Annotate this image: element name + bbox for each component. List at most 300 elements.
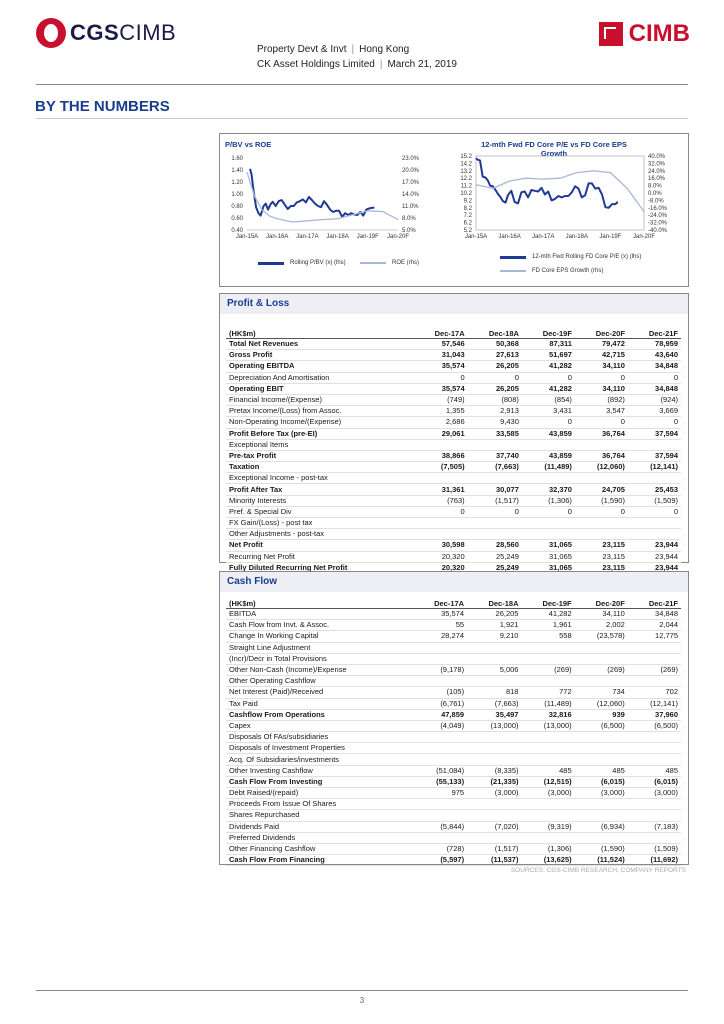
table-row xyxy=(226,821,681,832)
sector-label: Property Devt & Invt xyxy=(257,44,347,55)
table-cell: 485 xyxy=(575,765,628,776)
row-label: Profit Before Tax (pre-EI) xyxy=(226,428,413,439)
row-label: Straight Line Adjustment xyxy=(226,642,413,653)
table-cell: (11,489) xyxy=(522,462,575,473)
column-header-dec-21f: Dec-21F xyxy=(628,598,681,609)
table-cell xyxy=(575,810,628,821)
table-cell: 0 xyxy=(468,372,522,383)
y-right-tick-label: 17.0% xyxy=(402,180,420,186)
table-cell: (11,537) xyxy=(467,855,521,866)
table-cell xyxy=(413,653,467,664)
row-label: Other Financing Cashflow xyxy=(226,843,413,854)
table-row xyxy=(226,609,681,620)
row-label: Exceptional Income - post-tax xyxy=(226,473,413,484)
table-cell: 23,115 xyxy=(575,562,628,573)
table-row xyxy=(226,450,681,461)
table-cell xyxy=(413,676,467,687)
row-label: Dividends Paid xyxy=(226,821,413,832)
table-cell: 42,715 xyxy=(575,350,628,361)
x-tick-label: Jan-16A xyxy=(498,234,521,240)
column-header-dec-17a: Dec-17A xyxy=(413,598,467,609)
x-tick-label: Jan-18A xyxy=(565,234,588,240)
table-cell: (3,000) xyxy=(628,788,681,799)
y-right-tick-label: 20.0% xyxy=(402,168,420,174)
pe-eps-chart xyxy=(448,150,686,246)
table-cell: (12,141) xyxy=(628,698,681,709)
table-cell xyxy=(575,529,628,540)
table-cell: (3,000) xyxy=(467,788,521,799)
y-right-tick-label: 14.0% xyxy=(402,192,420,198)
table-cell: (7,020) xyxy=(467,821,521,832)
row-label: Debt Raised/(repaid) xyxy=(226,788,413,799)
table-cell: 3,431 xyxy=(522,406,575,417)
table-cell xyxy=(467,810,521,821)
cash-flow-table xyxy=(226,598,681,866)
column-header-dec-21f: Dec-21F xyxy=(628,328,681,339)
table-cell: 34,848 xyxy=(628,361,681,372)
table-cell xyxy=(413,439,467,450)
table-cell xyxy=(628,754,681,765)
table-cell: 24,705 xyxy=(575,484,628,495)
table-cell xyxy=(467,676,521,687)
table-cell: (9,319) xyxy=(521,821,574,832)
y-left-tick-label: 12.2 xyxy=(460,176,472,183)
table-cell: (12,060) xyxy=(575,462,628,473)
y-left-tick-label: 0.40 xyxy=(231,228,243,234)
table-cell: 29,061 xyxy=(413,428,467,439)
y-left-tick-label: 15.2 xyxy=(460,154,472,160)
table-cell: 0 xyxy=(575,506,628,517)
table-cell xyxy=(521,832,574,843)
row-label: Shares Repurchased xyxy=(226,810,413,821)
table-cell: 25,453 xyxy=(628,484,681,495)
table-cell: 28,274 xyxy=(413,631,467,642)
cash-flow-title: Cash Flow xyxy=(220,572,688,592)
table-cell: 37,594 xyxy=(628,450,681,461)
y-left-tick-label: 14.2 xyxy=(460,161,472,168)
y-right-tick-label: 0.0% xyxy=(648,191,662,197)
table-cell xyxy=(575,732,628,743)
table-cell: (1,590) xyxy=(575,495,628,506)
x-tick-label: Jan-20F xyxy=(386,234,410,240)
table-cell xyxy=(522,439,575,450)
row-label: Exceptional Items xyxy=(226,439,413,450)
table-cell xyxy=(628,743,681,754)
y-left-tick-label: 13.2 xyxy=(460,168,472,175)
table-row xyxy=(226,720,681,731)
y-left-tick-label: 1.40 xyxy=(231,168,243,174)
table-cell xyxy=(413,810,467,821)
table-cell: 1,355 xyxy=(413,406,467,417)
table-cell: (105) xyxy=(413,687,467,698)
table-cell: 25,249 xyxy=(468,551,522,562)
table-cell: 2,913 xyxy=(468,406,522,417)
cimb-logo-icon xyxy=(599,22,623,46)
table-cell: (12,060) xyxy=(575,698,628,709)
table-cell xyxy=(575,439,628,450)
table-cell xyxy=(413,473,467,484)
y-left-tick-label: 0.60 xyxy=(231,216,243,222)
table-row xyxy=(226,732,681,743)
table-row xyxy=(226,540,681,551)
table-cell: 26,205 xyxy=(468,383,522,394)
table-cell xyxy=(521,732,574,743)
table-cell xyxy=(575,799,628,810)
table-cell: 2,002 xyxy=(575,620,628,631)
table-cell xyxy=(575,653,628,664)
row-label: Disposals of Investment Properties xyxy=(226,743,413,754)
table-cell: 47,859 xyxy=(413,709,467,720)
table-cell: 43,859 xyxy=(522,450,575,461)
table-cell xyxy=(628,642,681,653)
table-cell xyxy=(413,743,467,754)
table-cell: 0 xyxy=(522,506,575,517)
table-cell: 27,613 xyxy=(468,350,522,361)
table-cell xyxy=(521,754,574,765)
row-label: Financial Income/(Expense) xyxy=(226,394,413,405)
company-label: CK Asset Holdings Limited xyxy=(257,59,375,70)
table-cell: (21,335) xyxy=(467,776,521,787)
table-row xyxy=(226,765,681,776)
table-row xyxy=(226,394,681,405)
row-label: Total Net Revenues xyxy=(226,339,413,350)
table-cell: (3,000) xyxy=(521,788,574,799)
table-cell xyxy=(628,810,681,821)
table-cell: (55,133) xyxy=(413,776,467,787)
profit-loss-panel xyxy=(219,293,689,572)
series-line-secondary xyxy=(476,171,644,212)
row-label: Cash Flow from Invt. & Assoc. xyxy=(226,620,413,631)
table-cell: 0 xyxy=(522,372,575,383)
table-row xyxy=(226,698,681,709)
table-cell: 43,859 xyxy=(522,428,575,439)
row-label: Non-Operating Income/(Expense) xyxy=(226,417,413,428)
table-cell: 23,115 xyxy=(575,551,628,562)
y-left-tick-label: 1.20 xyxy=(231,180,243,186)
row-label: Minority Interests xyxy=(226,495,413,506)
table-row xyxy=(226,495,681,506)
row-label: Fully Diluted Recurring Net Profit xyxy=(226,562,413,573)
column-header-dec-19f: Dec-19F xyxy=(522,328,575,339)
table-row xyxy=(226,350,681,361)
table-row xyxy=(226,518,681,529)
y-right-tick-label: 16.0% xyxy=(648,176,666,183)
table-cell: (1,590) xyxy=(575,843,628,854)
table-cell: 2,044 xyxy=(628,620,681,631)
plot-frame xyxy=(476,156,644,230)
pbv-roe-chart xyxy=(220,150,440,246)
table-cell: 0 xyxy=(575,372,628,383)
table-cell: 23,115 xyxy=(575,540,628,551)
table-cell xyxy=(521,676,574,687)
table-row xyxy=(226,754,681,765)
table-cell: 12,775 xyxy=(628,631,681,642)
table-cell xyxy=(467,642,521,653)
table-cell: (269) xyxy=(575,664,628,675)
table-cell xyxy=(521,743,574,754)
table-row xyxy=(226,810,681,821)
cgscimb-logo-text: CGSCIMB xyxy=(70,20,177,45)
table-row xyxy=(226,709,681,720)
table-cell xyxy=(575,518,628,529)
y-right-tick-label: 8.0% xyxy=(648,183,662,190)
table-cell xyxy=(628,653,681,664)
table-cell: 34,110 xyxy=(575,361,628,372)
table-cell: 1,961 xyxy=(521,620,574,631)
table-cell: 31,361 xyxy=(413,484,467,495)
table-cell: (1,306) xyxy=(521,843,574,854)
table-row xyxy=(226,372,681,383)
table-cell xyxy=(521,799,574,810)
table-cell: 34,848 xyxy=(628,383,681,394)
row-label: Capex xyxy=(226,720,413,731)
table-cell xyxy=(575,676,628,687)
table-cell xyxy=(522,529,575,540)
y-left-tick-label: 8.2 xyxy=(463,205,472,212)
table-cell: (749) xyxy=(413,394,467,405)
table-cell: 485 xyxy=(628,765,681,776)
table-cell: (808) xyxy=(468,394,522,405)
table-row xyxy=(226,339,681,350)
table-cell: (892) xyxy=(575,394,628,405)
table-cell: 37,594 xyxy=(628,428,681,439)
table-row xyxy=(226,642,681,653)
cgscimb-logo xyxy=(36,18,176,48)
table-cell: 37,960 xyxy=(628,709,681,720)
table-cell xyxy=(575,754,628,765)
x-tick-label: Jan-18A xyxy=(326,234,349,240)
table-cell xyxy=(575,642,628,653)
table-cell xyxy=(628,439,681,450)
y-left-tick-label: 1.60 xyxy=(231,156,243,162)
table-cell: (13,000) xyxy=(521,720,574,731)
table-cell xyxy=(628,832,681,843)
table-cell: (12,515) xyxy=(521,776,574,787)
date-label: March 21, 2019 xyxy=(387,59,457,70)
chart1-legend-pbv: Rolling P/BV (x) (lhs) xyxy=(258,260,346,266)
series-line-primary xyxy=(476,158,618,208)
section-rule xyxy=(36,118,688,119)
y-right-tick-label: 32.0% xyxy=(648,161,666,168)
header-meta: Property Devt & Invt | Hong Kong CK Asset Holdings Limited | March 21, 2019 xyxy=(257,44,457,70)
table-cell: (1,509) xyxy=(628,843,681,854)
table-cell: 35,574 xyxy=(413,609,467,620)
charts-panel xyxy=(219,133,689,287)
table-cell xyxy=(628,518,681,529)
x-tick-label: Jan-19F xyxy=(599,234,622,240)
table-row xyxy=(226,529,681,540)
table-cell: (11,489) xyxy=(521,698,574,709)
table-cell: (5,597) xyxy=(413,855,467,866)
y-right-tick-label: 11.0% xyxy=(402,204,419,210)
table-cell: (7,183) xyxy=(628,821,681,832)
table-cell: 87,311 xyxy=(522,339,575,350)
table-cell: 25,249 xyxy=(468,562,522,573)
table-cell: (51,084) xyxy=(413,765,467,776)
row-label: Disposals Of FAs/subsidiaries xyxy=(226,732,413,743)
table-cell: (1,517) xyxy=(467,843,521,854)
column-header-dec-17a: Dec-17A xyxy=(413,328,467,339)
table-row xyxy=(226,653,681,664)
y-right-tick-label: 5.0% xyxy=(402,228,416,234)
table-cell: (6,934) xyxy=(575,821,628,832)
table-cell: (9,178) xyxy=(413,664,467,675)
row-label: Other Investing Cashflow xyxy=(226,765,413,776)
x-tick-label: Jan-17A xyxy=(532,234,555,240)
table-cell xyxy=(468,439,522,450)
table-cell: 5,006 xyxy=(467,664,521,675)
table-cell: 818 xyxy=(467,687,521,698)
table-cell: (3,000) xyxy=(575,788,628,799)
x-tick-label: Jan-17A xyxy=(296,234,319,240)
table-cell: (8,335) xyxy=(467,765,521,776)
table-cell: 20,320 xyxy=(413,562,467,573)
row-label: Pretax Income/(Loss) from Assoc. xyxy=(226,406,413,417)
table-cell: 0 xyxy=(468,506,522,517)
row-label: Change In Working Capital xyxy=(226,631,413,642)
row-label: Pre-tax Profit xyxy=(226,450,413,461)
table-cell: 26,205 xyxy=(468,361,522,372)
table-cell: (1,306) xyxy=(522,495,575,506)
table-row xyxy=(226,484,681,495)
table-cell: 0 xyxy=(575,417,628,428)
table-cell xyxy=(628,676,681,687)
table-cell: 33,585 xyxy=(468,428,522,439)
table-cell xyxy=(628,732,681,743)
table-cell xyxy=(522,518,575,529)
y-left-tick-label: 1.00 xyxy=(231,192,243,198)
y-right-tick-label: -24.0% xyxy=(648,213,668,220)
row-label: Operating EBITDA xyxy=(226,361,413,372)
table-cell: 38,866 xyxy=(413,450,467,461)
table-cell: 23,944 xyxy=(628,551,681,562)
table-cell: 41,282 xyxy=(522,383,575,394)
table-cell: 35,574 xyxy=(413,383,467,394)
table-cell: 0 xyxy=(522,417,575,428)
table-row xyxy=(226,417,681,428)
table-cell: 9,430 xyxy=(468,417,522,428)
table-cell xyxy=(467,832,521,843)
table-cell: (6,015) xyxy=(628,776,681,787)
y-right-tick-label: 23.0% xyxy=(402,156,420,162)
chart1-title: P/BV vs ROE xyxy=(225,140,272,149)
y-right-tick-label: 24.0% xyxy=(648,168,666,175)
table-row xyxy=(226,439,681,450)
table-cell: 41,282 xyxy=(521,609,574,620)
table-cell: (23,578) xyxy=(575,631,628,642)
cash-flow-panel xyxy=(219,571,689,865)
table-cell xyxy=(468,529,522,540)
table-cell: 31,065 xyxy=(522,551,575,562)
table-cell: 41,282 xyxy=(522,361,575,372)
chart2-legend-eps: FD Core EPS Growth (rhs) xyxy=(500,268,603,274)
table-cell: 31,043 xyxy=(413,350,467,361)
table-cell: 939 xyxy=(575,709,628,720)
series-line-secondary xyxy=(247,172,398,222)
table-cell: (4,049) xyxy=(413,720,467,731)
table-row xyxy=(226,832,681,843)
y-right-tick-label: -8.0% xyxy=(648,198,664,205)
table-cell: (6,500) xyxy=(628,720,681,731)
table-cell: (12,141) xyxy=(628,462,681,473)
series-line-primary xyxy=(250,169,374,217)
row-label: Other Operating Cashflow xyxy=(226,676,413,687)
table-cell: (11,692) xyxy=(628,855,681,866)
y-left-tick-label: 6.2 xyxy=(463,220,472,227)
table-cell: 30,077 xyxy=(468,484,522,495)
table-cell: 78,959 xyxy=(628,339,681,350)
table-cell: (7,663) xyxy=(467,698,521,709)
chart2-title: 12-mth Fwd FD Core P/E vs FD Core EPS Growth xyxy=(481,140,627,158)
table-cell xyxy=(467,743,521,754)
table-cell: (728) xyxy=(413,843,467,854)
section-title: BY THE NUMBERS xyxy=(35,98,170,115)
table-row xyxy=(226,788,681,799)
row-label: Taxation xyxy=(226,462,413,473)
table-cell: 0 xyxy=(628,372,681,383)
table-cell: (924) xyxy=(628,394,681,405)
table-row xyxy=(226,799,681,810)
row-label: Cashflow From Operations xyxy=(226,709,413,720)
y-left-tick-label: 10.2 xyxy=(460,191,472,197)
table-cell xyxy=(467,653,521,664)
table-cell: (7,663) xyxy=(468,462,522,473)
table-cell: (6,500) xyxy=(575,720,628,731)
table-cell xyxy=(521,653,574,664)
cimb-logo-text: CIMB xyxy=(628,20,690,47)
table-row xyxy=(226,462,681,473)
y-right-tick-label: 8.0% xyxy=(402,216,416,222)
table-cell: 55 xyxy=(413,620,467,631)
table-cell: 36,764 xyxy=(575,428,628,439)
table-cell: 772 xyxy=(521,687,574,698)
y-right-tick-label: -32.0% xyxy=(648,220,668,227)
table-cell xyxy=(467,754,521,765)
y-left-tick-label: 11.2 xyxy=(460,183,472,190)
table-cell: 28,560 xyxy=(468,540,522,551)
profit-loss-table xyxy=(226,328,681,574)
table-cell: 57,546 xyxy=(413,339,467,350)
table-cell: 26,205 xyxy=(467,609,521,620)
chart2-legend-pe: 12-mth Fwd Rolling FD Core P/E (x) (lhs) xyxy=(500,254,641,260)
table-cell: 51,697 xyxy=(522,350,575,361)
table-cell: 31,065 xyxy=(522,540,575,551)
table-row xyxy=(226,406,681,417)
table-cell: 20,320 xyxy=(413,551,467,562)
row-label: Depreciation And Amortisation xyxy=(226,372,413,383)
table-cell: 0 xyxy=(628,506,681,517)
row-label: Operating EBIT xyxy=(226,383,413,394)
table-cell: 31,065 xyxy=(522,562,575,573)
table-cell: 0 xyxy=(413,506,467,517)
table-row xyxy=(226,383,681,394)
table-cell: 34,110 xyxy=(575,609,628,620)
table-cell: 32,370 xyxy=(522,484,575,495)
table-row xyxy=(226,361,681,372)
row-label: (Incr)/Decr in Total Provisions xyxy=(226,653,413,664)
table-cell: 558 xyxy=(521,631,574,642)
table-row xyxy=(226,664,681,675)
table-cell: 23,944 xyxy=(628,562,681,573)
row-label: Other Adjustments - post-tax xyxy=(226,529,413,540)
table-cell: 734 xyxy=(575,687,628,698)
sources-note: SOURCES: CGS-CIMB RESEARCH, COMPANY REPORTS xyxy=(510,867,686,874)
table-cell xyxy=(467,732,521,743)
table-row xyxy=(226,743,681,754)
row-label: Gross Profit xyxy=(226,350,413,361)
table-row xyxy=(226,428,681,439)
table-cell xyxy=(468,518,522,529)
